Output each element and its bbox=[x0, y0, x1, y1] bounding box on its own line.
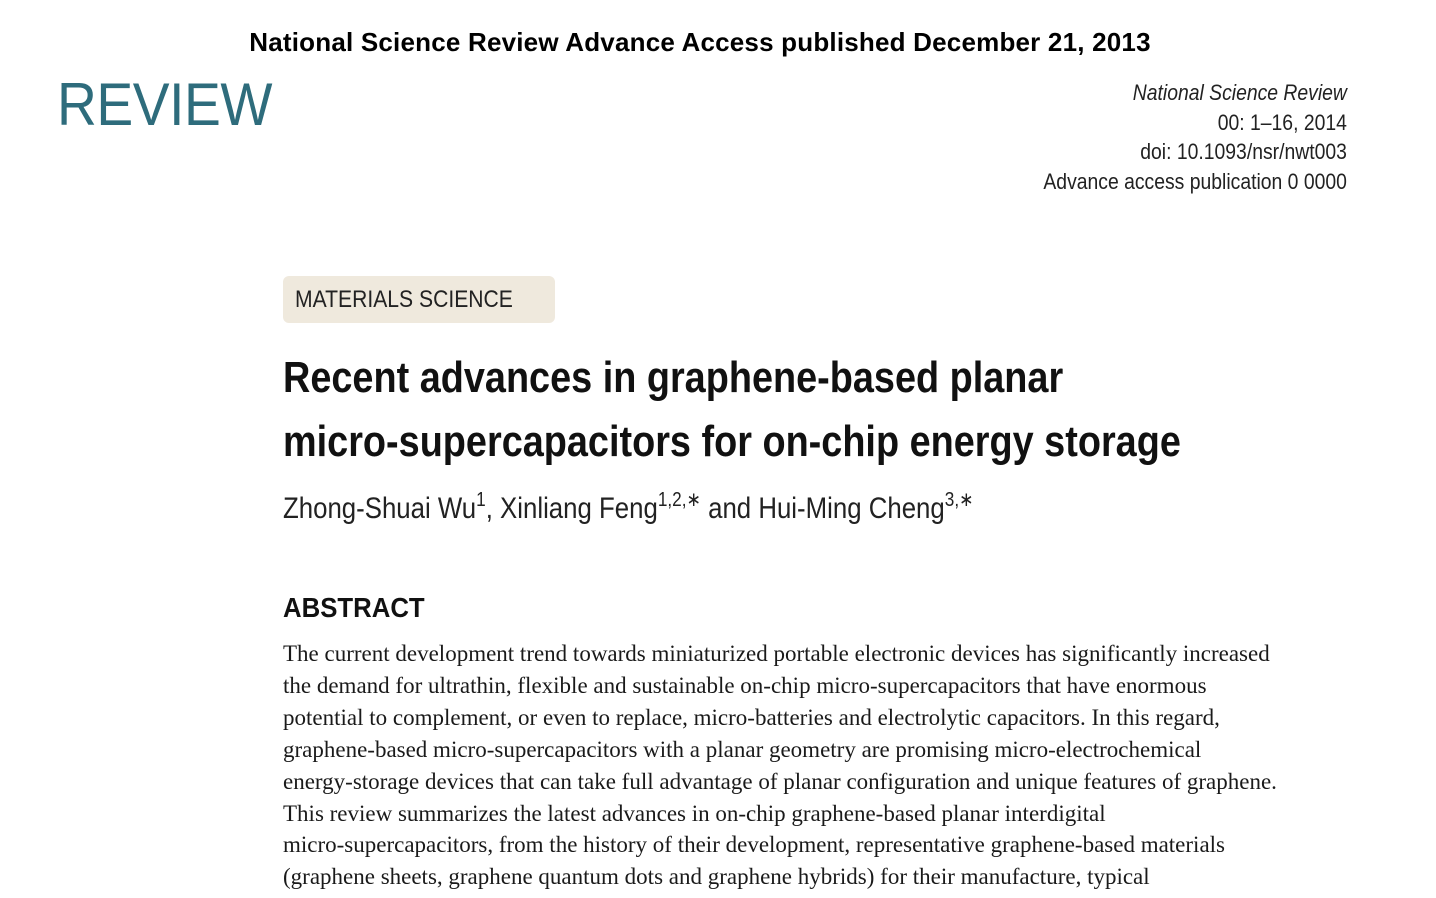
abstract-line: This review summarizes the latest advances in on-chip graphene-based planar interdigital bbox=[283, 800, 1106, 826]
author-separator: , bbox=[485, 492, 501, 525]
advance-access-date: Advance access publication 0 0000 bbox=[1043, 168, 1347, 194]
article-type-label: REVIEW bbox=[57, 71, 273, 138]
abstract-line: potential to complement, or even to replace, micro-batteries and electrolytic capacitors. In this regard, bbox=[283, 704, 1220, 730]
author-affiliation: 1 bbox=[476, 489, 486, 511]
abstract-line: The current development trend towards miniaturized portable electronic devices has significantly increased bbox=[283, 641, 1270, 666]
abstract-line: (graphene sheets, graphene quantum dots and graphene hybrids) for their manufacture, typical bbox=[283, 864, 1150, 890]
author-name[interactable]: Zhong-Shuai Wu bbox=[283, 492, 477, 525]
subject-badge-label: MATERIALS SCIENCE bbox=[295, 286, 513, 313]
abstract-line: energy-storage devices that can take full advantage of planar configuration and unique features of graphene. bbox=[283, 768, 1277, 794]
author-list bbox=[283, 489, 974, 526]
advance-access-banner: National Science Review Advance Access published December 21, 2013 bbox=[249, 27, 1151, 57]
author-separator: and bbox=[700, 492, 759, 525]
title-line: micro-supercapacitors for on-chip energy storage bbox=[283, 417, 1181, 466]
abstract-line: the demand for ultrathin, flexible and sustainable on-chip micro-supercapacitors that have enormous bbox=[283, 672, 1207, 698]
doi-link[interactable]: doi: 10.1093/nsr/nwt003 bbox=[1140, 139, 1347, 164]
author-affiliation: 3,∗ bbox=[944, 489, 974, 511]
abstract-heading: ABSTRACT bbox=[283, 592, 425, 623]
abstract-line: graphene-based micro-supercapacitors with a planar geometry are promising micro-electrochemical bbox=[283, 736, 1202, 762]
journal-pages: 00: 1–16, 2014 bbox=[1217, 109, 1347, 135]
article-title bbox=[283, 346, 1229, 474]
author-name[interactable]: Xinliang Feng bbox=[500, 492, 658, 525]
abstract-body bbox=[283, 638, 1383, 893]
journal-name: National Science Review bbox=[1132, 80, 1347, 105]
author-affiliation: 1,2,∗ bbox=[657, 489, 701, 511]
title-line: Recent advances in graphene-based planar bbox=[283, 353, 1064, 402]
subject-badge bbox=[283, 276, 555, 323]
abstract-line: micro-supercapacitors, from the history of their development, representative graphene-based materials bbox=[283, 832, 1225, 858]
author-name[interactable]: Hui-Ming Cheng bbox=[758, 492, 945, 525]
journal-meta-block bbox=[1002, 78, 1347, 196]
